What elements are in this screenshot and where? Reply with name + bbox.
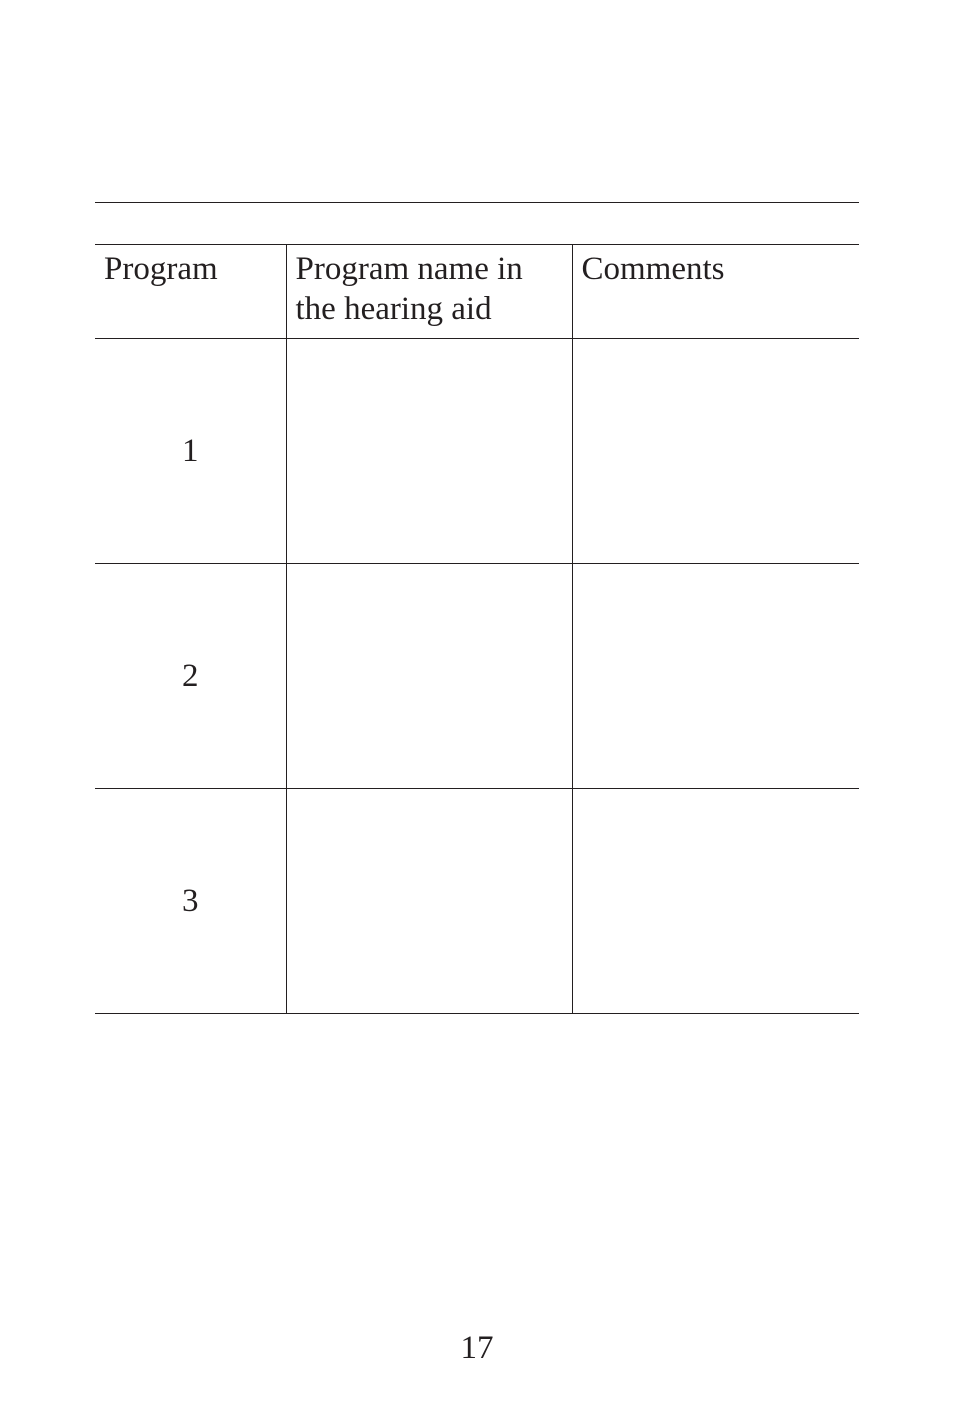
program-table [95, 244, 859, 1014]
top-rule [95, 202, 859, 203]
page-number: 17 [460, 1330, 494, 1366]
header-program: Program [95, 245, 286, 339]
program-number-cell: 1 [95, 339, 286, 564]
table-header-row [95, 245, 859, 339]
program-name-cell[interactable] [286, 789, 572, 1014]
comments-cell[interactable] [572, 339, 859, 564]
comments-cell[interactable] [572, 789, 859, 1014]
program-name-cell[interactable] [286, 564, 572, 789]
header-comments: Comments [572, 245, 859, 339]
table-row [95, 339, 859, 564]
table-row [95, 564, 859, 789]
program-number-cell: 3 [95, 789, 286, 1014]
comments-cell[interactable] [572, 564, 859, 789]
header-program-name: Program name in the hearing aid [286, 245, 572, 339]
table-row [95, 789, 859, 1014]
program-number-cell: 2 [95, 564, 286, 789]
program-name-cell[interactable] [286, 339, 572, 564]
